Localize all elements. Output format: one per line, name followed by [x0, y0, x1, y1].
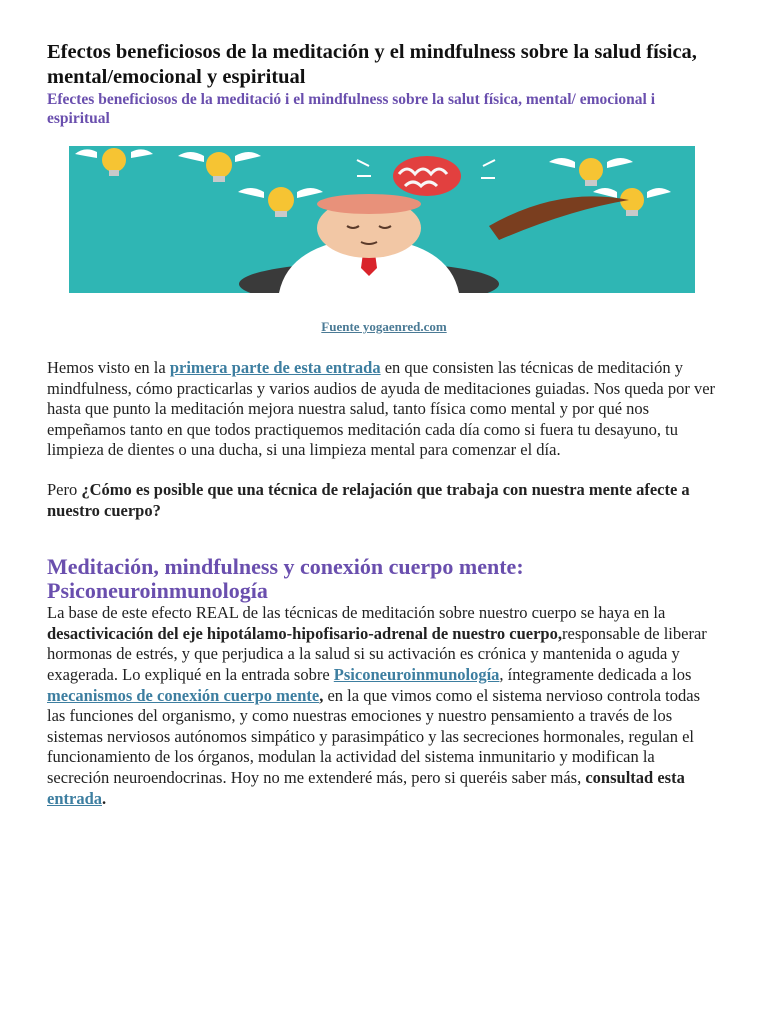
bold-text: consultad esta	[585, 767, 685, 787]
meditation-illustration	[69, 146, 695, 293]
psiconeuroinmunologia-link[interactable]: Psiconeuroinmunología	[333, 664, 500, 684]
article-title: Efectos beneficiosos de la meditación y el mindfulness sobre la salud física, mental/emocional y espiritual	[47, 41, 697, 88]
body-paragraph	[47, 603, 721, 809]
article-subtitle: Efectes beneficiosos de la meditació i el mindfulness sobre la salut física, mental/ emocional i espiritual	[47, 91, 656, 127]
paragraph-text: Hemos visto en la	[47, 358, 170, 377]
section-heading: Meditación, mindfulness y conexión cuerpo mente: Psiconeuroinmunología	[47, 554, 524, 604]
intro-paragraph	[47, 358, 721, 461]
paragraph-text: Pero	[47, 479, 82, 499]
paragraph-text: , íntegramente dedicada a los	[499, 664, 692, 684]
paragraph-text: en que consisten las técnicas de meditación y mindfulness, cómo practicarlas y varios audios de ayuda de meditaciones guiadas. Nos queda por ver hasta que punto la meditación mejora nuestra salud, tanto física como mental y por qué nos empeñamos tanto en que todos practiquemos meditación cada día como si fuera tu desayuno, tu limpieza de dientes o una ducha, si una limpieza mental para comenzar el día.	[47, 358, 716, 460]
bold-text: .	[102, 788, 107, 808]
question-paragraph	[47, 480, 721, 521]
entrada-link[interactable]: entrada	[47, 788, 102, 808]
bold-text: ,	[319, 685, 324, 705]
article-figure	[47, 146, 721, 336]
paragraph-text: responsable de liberar hormonas de estrés, y que perjudica a la salud si su activación es crónica y mantenida o aguda y exagerada. Lo expliqué en la entrada sobre	[47, 623, 707, 684]
mecanismos-link[interactable]: mecanismos de conexión cuerpo mente	[47, 685, 320, 705]
bold-text: desactivicación del eje hipotálamo-hipofisario-adrenal de nuestro cuerpo,	[47, 623, 562, 643]
paragraph-text: en la que vimos como el sistema nervioso controla todas las funciones del organismo, y como nuestras emociones y nuestro pensamiento a través de los sistemas nerviosos autónomos simpático y parasimpático y las secreciones hormonales, regulan el funcionamiento de los órganos, modulan la actividad del sistema inmunitario y modifican la secreción neuroendocrinas. Hoy no me extenderé más, pero si queréis saber más,	[47, 685, 701, 787]
first-part-link[interactable]: primera parte de esta entrada	[169, 358, 381, 377]
image-caption-link[interactable]: Fuente yogaenred.com	[321, 319, 447, 334]
head-opening	[317, 194, 421, 214]
paragraph-text: La base de este efecto REAL de las técnicas de meditación sobre nuestro cuerpo se haya en la	[47, 603, 666, 623]
question-text: ¿Cómo es posible que una técnica de relajación que trabaja con nuestra mente afecte a nuestro cuerpo?	[47, 479, 690, 520]
